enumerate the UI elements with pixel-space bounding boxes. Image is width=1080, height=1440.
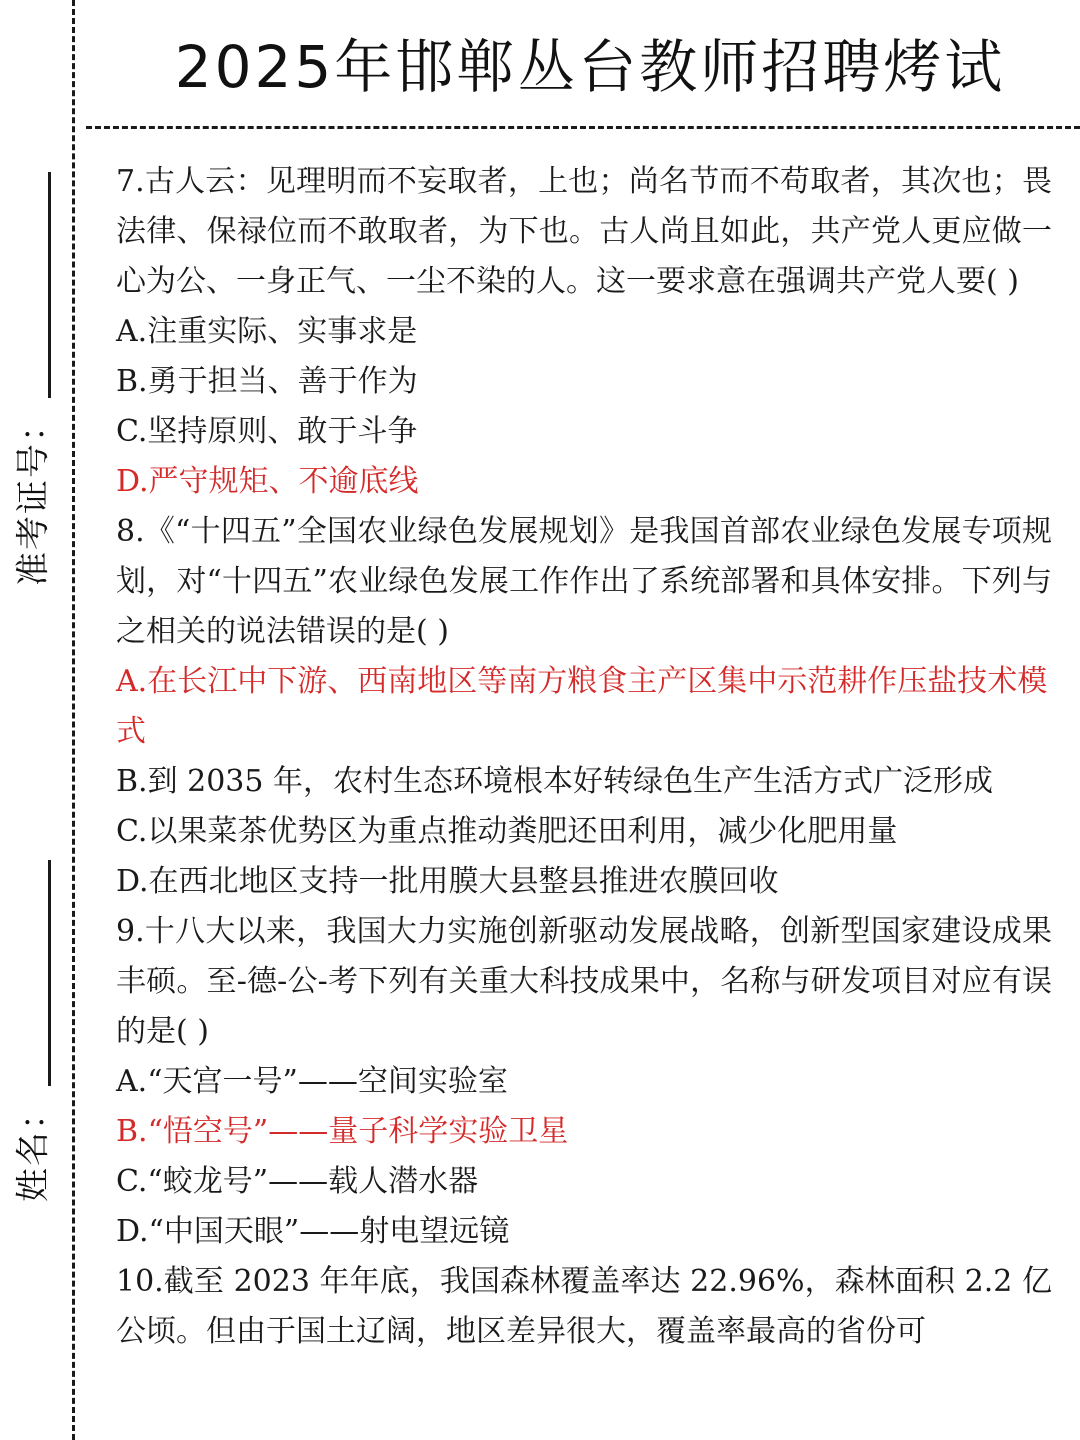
name-write-line <box>48 860 51 1086</box>
question-9-option-d: D.“中国天眼”——射电望远镜 <box>116 1214 510 1249</box>
question-8-option-b: B.到 2035 年，农村生态环境根本好转绿色生产生活方式广泛形成 <box>116 764 994 799</box>
exam-id-label: 准考证号： <box>13 406 54 586</box>
question-7-option-a: A.注重实际、实事求是 <box>116 314 418 349</box>
header-dashed-divider <box>86 126 1080 129</box>
question-7-option-b: B.勇于担当、善于作为 <box>116 364 418 399</box>
question-7-option-d-answer: D.严守规矩、不逾底线 <box>116 464 419 499</box>
question-9-option-a: A.“天宫一号”——空间实验室 <box>116 1064 508 1099</box>
id-write-line <box>48 172 51 398</box>
question-8-stem: 8.《“十四五”全国农业绿色发展规划》是我国首部农业绿色发展专项规划，对“十四五”农业绿色发展工作作出了系统部署和具体安排。下列与之相关的说法错误的是( ) <box>116 514 1052 649</box>
question-8-option-a-answer: A.在长江中下游、西南地区等南方粮食主产区集中示范耕作压盐技术模式 <box>116 664 1048 749</box>
name-label: 姓名： <box>13 1094 54 1202</box>
question-list <box>116 157 1052 1357</box>
binding-dashed-line <box>72 0 75 1440</box>
page-title: 2025年邯郸丛台教师招聘烤试 <box>174 33 1006 101</box>
question-9-option-b-answer: B.“悟空号”——量子科学实验卫星 <box>116 1114 569 1149</box>
question-10-stem: 10.截至 2023 年年底，我国森林覆盖率达 22.96%，森林面积 2.2 亿公顷。但由于国土辽阔，地区差异很大，覆盖率最高的省份可 <box>116 1264 1052 1349</box>
question-7-stem: 7.古人云：见理明而不妄取者，上也；尚名节而不苟取者，其次也；畏法律、保禄位而不敢取者，为下也。古人尚且如此，共产党人更应做一心为公、一身正气、一尘不染的人。这一要求意在强调共产党人要( ) <box>116 164 1052 299</box>
question-9-stem: 9.十八大以来，我国大力实施创新驱动发展战略，创新型国家建设成果丰硕。至-德-公-考下列有关重大科技成果中，名称与研发项目对应有误的是( ) <box>116 914 1052 1049</box>
question-7-option-c: C.坚持原则、敢于斗争 <box>116 414 418 449</box>
question-8-option-d: D.在西北地区支持一批用膜大县整县推进农膜回收 <box>116 864 779 899</box>
question-9-option-c: C.“蛟龙号”——载人潜水器 <box>116 1164 479 1199</box>
question-8-option-c: C.以果菜茶优势区为重点推动粪肥还田利用，减少化肥用量 <box>116 814 898 849</box>
